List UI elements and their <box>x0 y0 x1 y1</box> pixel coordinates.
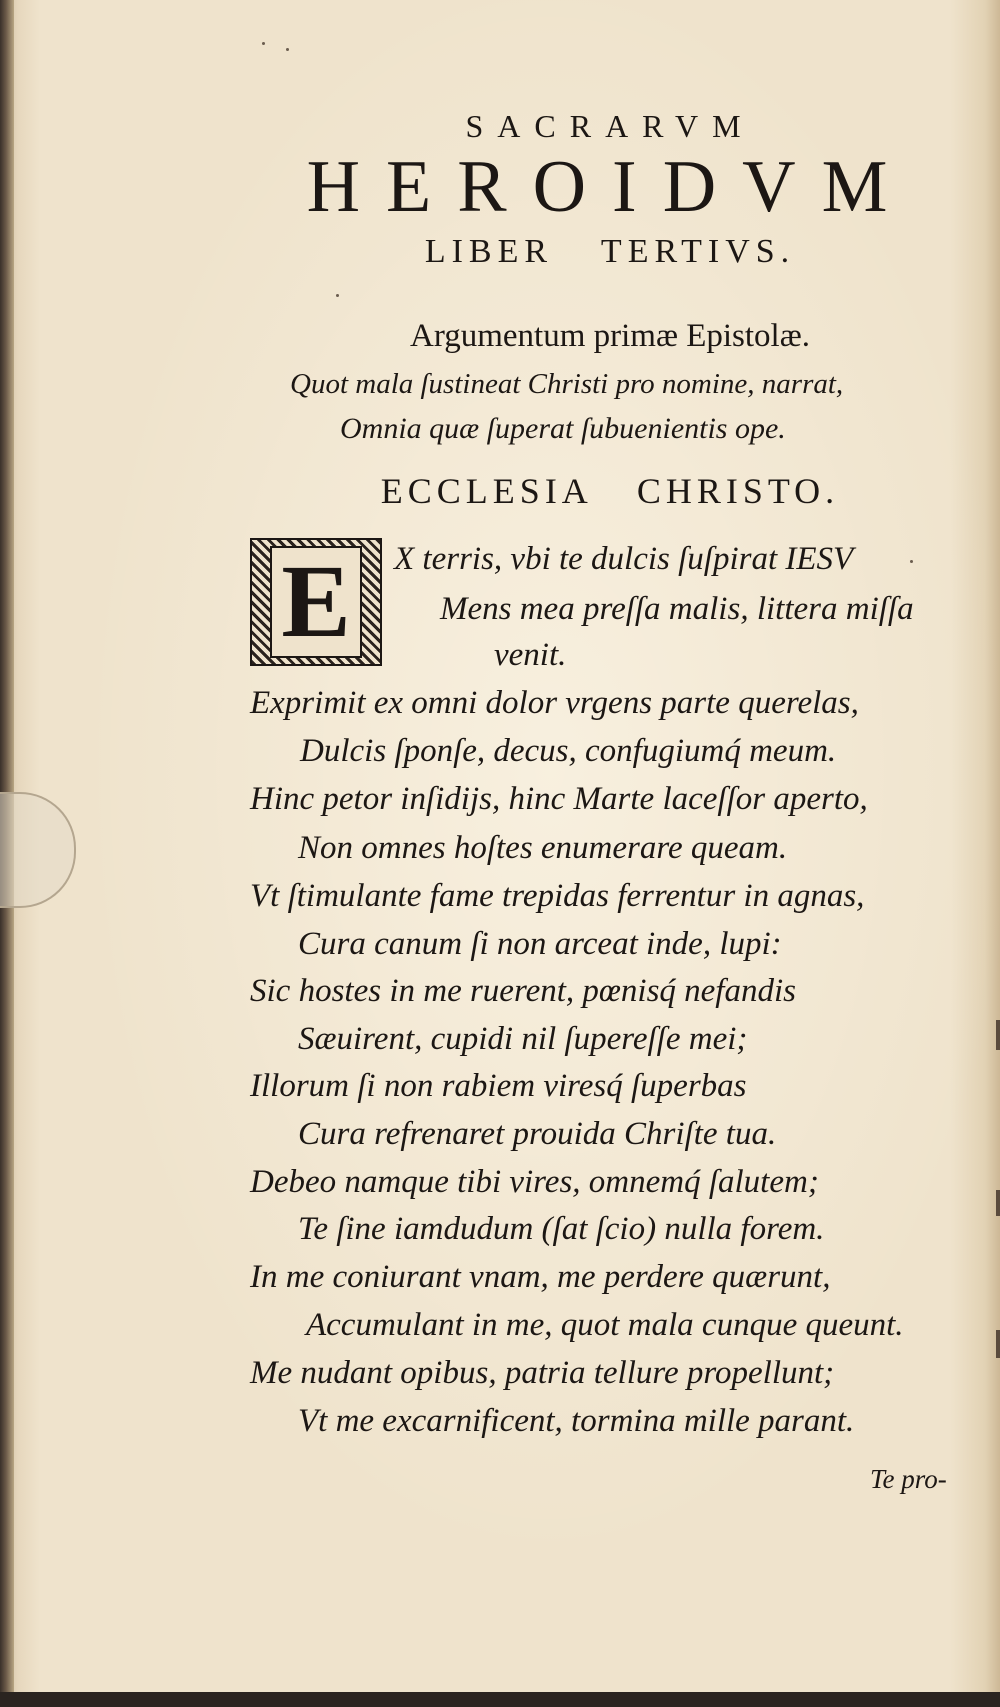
paper-speck <box>262 42 265 45</box>
edge-mark <box>996 1330 1000 1358</box>
epistle-heading: ECCLESIA CHRISTO. <box>380 471 840 511</box>
initial-letter: E <box>270 546 362 658</box>
header-sacrarum: SACRARVM <box>465 108 755 144</box>
argument-line-1: Quot mala ſustineat Christi pro nomine, narrat, <box>290 368 844 400</box>
verse-line-3: venit. <box>494 637 567 673</box>
verse-line-6: Hinc petor inſidijs, hinc Marte laceſſor aperto, <box>250 781 868 817</box>
verse-line-11: Sæuirent, cupidi nil ſupereſſe mei; <box>298 1021 748 1057</box>
verse-line-18: Me nudant opibus, patria tellure propellunt; <box>250 1355 835 1391</box>
verse-line-10: Sic hostes in me ruerent, pœnisq́ nefandis <box>250 973 796 1009</box>
verse-line-8: Vt ſtimulante fame trepidas ferrentur in agnas, <box>250 878 865 914</box>
decorated-initial <box>250 538 382 666</box>
verse-line-19: Vt me excarnificent, tormina mille parant. <box>298 1403 855 1439</box>
argument-line-2: Omnia quæ ſuperat ſubuenientis ope. <box>340 412 786 445</box>
bottom-edge <box>0 1692 1000 1707</box>
edge-mark <box>996 1020 1000 1050</box>
verse-line-1: X terris, vbi te dulcis ſuſpirat IESV <box>394 541 854 577</box>
verse-line-9: Cura canum ſi non arceat inde, lupi: <box>298 926 782 962</box>
argument-title: Argumentum primæ Epistolæ. <box>410 318 810 354</box>
header-liber-tertius: LIBER TERTIVS. <box>424 233 796 270</box>
paper-speck <box>336 294 339 297</box>
verse-line-13: Cura refrenaret prouida Chriſte tua. <box>298 1116 777 1152</box>
verse-line-2: Mens mea preſſa malis, littera miſſa <box>440 591 914 627</box>
page-tab-marker <box>0 792 76 908</box>
catchword: Te pro- <box>870 1464 947 1494</box>
header-heroidum: HEROIDVM <box>306 146 914 228</box>
paper-speck <box>910 560 913 563</box>
verse-line-15: Te ſine iamdudum (ſat ſcio) nulla forem. <box>298 1211 825 1247</box>
verse-line-12: Illorum ſi non rabiem viresq́ ſuperbas <box>250 1068 747 1104</box>
verse-line-16: In me coniurant vnam, me perdere quærunt, <box>250 1259 831 1295</box>
verse-line-7: Non omnes hoſtes enumerare queam. <box>298 830 788 866</box>
verse-line-17: Accumulant in me, quot mala cunque queunt. <box>306 1307 904 1343</box>
paper-speck <box>286 48 289 51</box>
verse-line-5: Dulcis ſponſe, decus, confugiumq́ meum. <box>300 733 837 769</box>
verse-line-14: Debeo namque tibi vires, omnemq́ ſalutem; <box>250 1164 819 1200</box>
verse-line-4: Exprimit ex omni dolor vrgens parte querelas, <box>250 685 859 721</box>
edge-mark <box>996 1190 1000 1216</box>
